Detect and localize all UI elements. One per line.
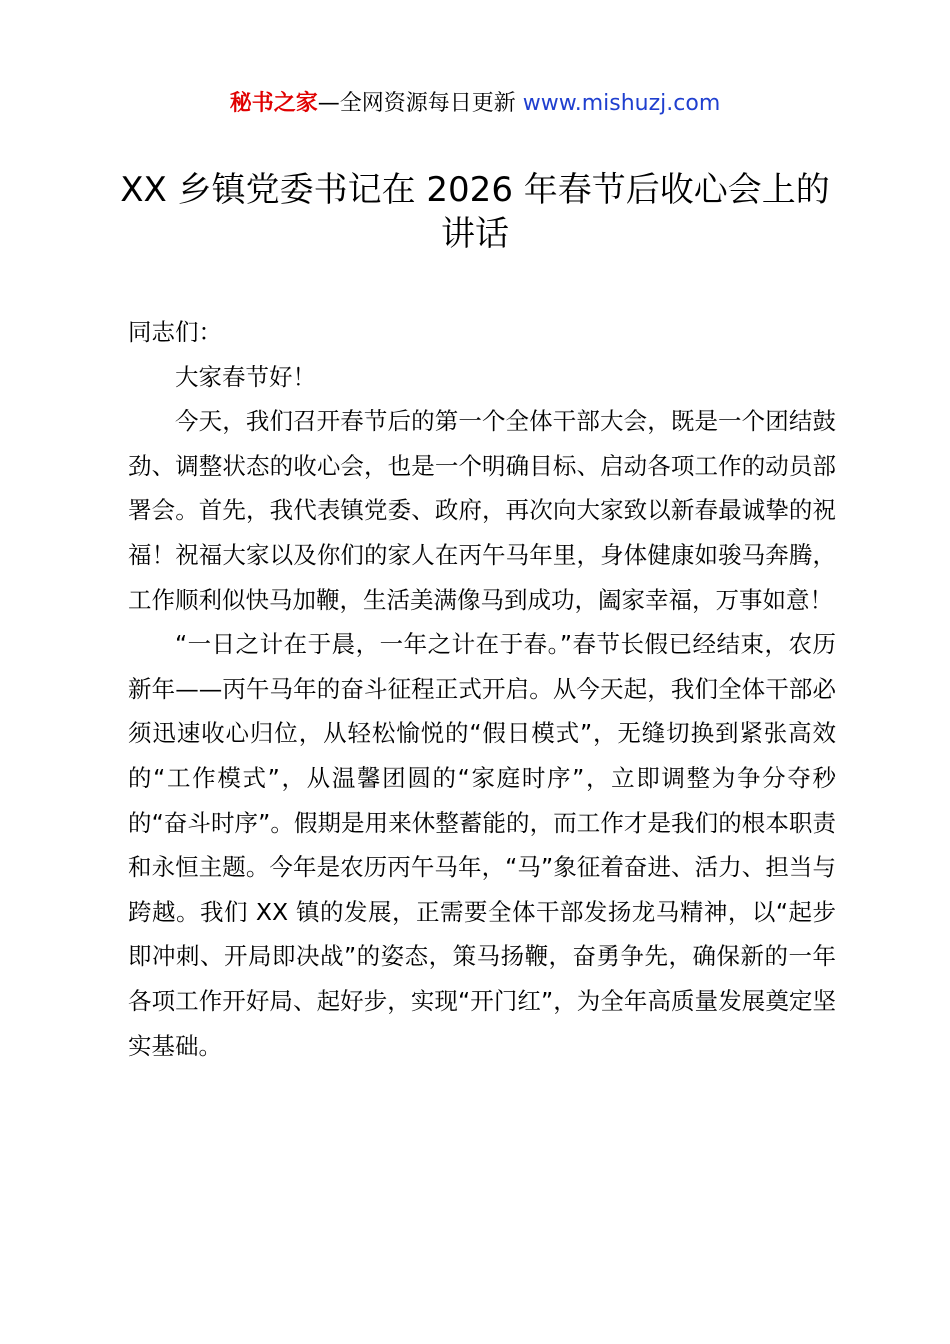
site-url-link[interactable]: www.mishuzj.com bbox=[522, 91, 721, 116]
salutation: 同志们： bbox=[128, 318, 222, 346]
document-title: XX 乡镇党委书记在 2026 年春节后收心会上的讲话 bbox=[120, 170, 830, 254]
paragraph: “一日之计在于晨，一年之计在于春。”春节长假已经结束，农历新年——丙午马年的奋斗征程正式开启。从今天起，我们全体干部必须迅速收心归位，从轻松愉悦的“假日模式”，无缝切换到紧张高效的“工作模式”，从温馨团圆的“家庭时序”，立即调整为争分夺秒的“奋斗时序”。假期是用来休整蓄能的，而工作才是我们的根本职责和永恒主题。今年是农历丙午马年，“马”象征着奋进、活力、担当与跨越。我们 XX 镇的发展，正需要全体干部发扬龙马精神，以“起步即冲刺、开局即决战”的姿态，策马扬鞭，奋勇争先，确保新的一年各项工作开好局、起好步，实现“开门红”，为全年高质量发展奠定坚实基础。 bbox=[128, 630, 836, 1060]
document-body bbox=[128, 310, 836, 1068]
paragraph: 大家春节好！ bbox=[175, 362, 316, 391]
site-tagline: —全网资源每日更新 bbox=[317, 91, 523, 116]
site-header bbox=[0, 88, 950, 120]
paragraph: 今天，我们召开春节后的第一个全体干部大会，既是一个团结鼓劲、调整状态的收心会，也是一个明确目标、启动各项工作的动员部署会。首先，我代表镇党委、政府，再次向大家致以新春最诚挚的祝福！祝福大家以及你们的家人在丙午马年里，身体健康如骏马奔腾，工作顺利似快马加鞭，生活美满像马到成功，阖家幸福，万事如意！ bbox=[128, 407, 836, 614]
site-brand: 秘书之家 bbox=[229, 91, 318, 116]
